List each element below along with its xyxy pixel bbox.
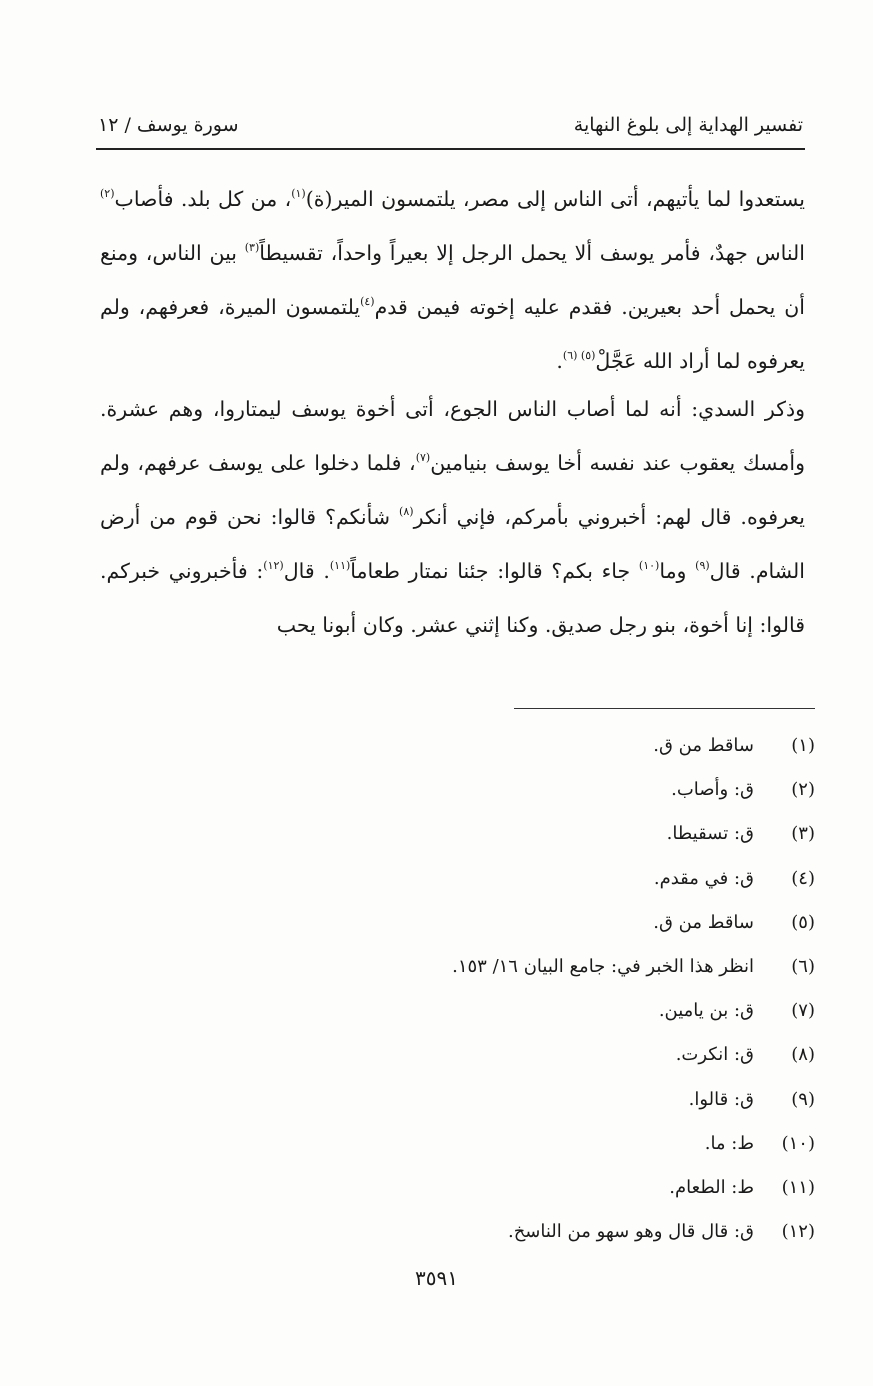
footnote-number: (٣) (791, 823, 815, 845)
footnote (215, 993, 815, 1037)
text-segment: . قال (283, 559, 330, 583)
footnote (215, 1126, 815, 1170)
footnote-ref[interactable]: (٣) (244, 241, 260, 254)
footnote-ref[interactable]: (١٢) (263, 559, 284, 572)
footnote-separator (514, 708, 815, 709)
footnote-number: (٧) (791, 1000, 815, 1022)
footnote-text: ق: بن يامين. (658, 1000, 754, 1022)
footnote (215, 1082, 815, 1126)
text-segment: ، فلما دخلوا على يوسف عرفهم، ولم يعرفوه. قال لهم: أخبروني بأمركم، فإني أنكر (100, 451, 805, 529)
footnote-text: ساقط من ق. (653, 735, 754, 756)
text-segment: بين الناس، ومنع أن يحمل أحد بعيرين. فقدم عليه إخوته فيمن قدم (100, 241, 805, 319)
footnote-number: (١١) (781, 1176, 815, 1198)
running-header (98, 110, 803, 146)
book-title: تفسير الهداية إلى بلوغ النهاية (573, 114, 803, 136)
footnote (215, 1214, 815, 1258)
footnote-ref[interactable]: (١٠) (638, 559, 660, 572)
footnote-ref[interactable]: (١) (291, 187, 306, 200)
footnote-text: ق: في مقدم. (653, 867, 754, 889)
footnote-number: (٤) (791, 867, 815, 889)
text-segment: وذكر السدي: أنه لما أصاب الناس الجوع، أتى أخوة يوسف ليمتاروا، وهم عشرة. وأمسك يعقوب عند نفسه أخا يوسف بنيامين (100, 397, 805, 475)
text-segment: جاء بكم؟ قالوا: جئنا نمتار طعاماً (350, 559, 639, 583)
footnote-text: ق: قال قال وهو سهو من الناسخ. (507, 1221, 754, 1243)
footnote-text: ق: وأصاب. (671, 779, 754, 801)
footnote-text: ط: الطعام. (669, 1176, 754, 1198)
footnote-ref[interactable]: (٩) (695, 559, 710, 572)
paragraph-1 (100, 172, 805, 388)
text-segment: يستعدوا لما يأتيهم، أتى الناس إلى مصر، يلتمسون المير(ة) (305, 187, 805, 211)
text-segment: الناس جهدٌ، فأمر يوسف ألا يحمل الرجل إلا بعيراً واحداً، تقسيطاً (259, 241, 805, 265)
text-segment: يلتمسون الميرة، فعرفهم، ولم يعرفوه لما أراد الله عَجَّلْ (100, 295, 805, 373)
footnotes (215, 728, 815, 1258)
footnote-text: ق: تسقيطا. (666, 823, 754, 845)
footnote-ref[interactable]: (١١) (329, 559, 351, 572)
footnote-ref[interactable]: (٨) (399, 505, 414, 518)
footnote-text: انظر هذا الخبر في: جامع البيان ١٦/ ١٥٣. (452, 955, 754, 977)
footnote-number: (٨) (791, 1044, 815, 1066)
footnote-ref[interactable]: (٢) (100, 187, 115, 200)
footnote-text: ساقط من ق. (653, 911, 754, 933)
footnote (215, 772, 815, 816)
header-rule (96, 148, 805, 150)
footnote-number: (٢) (791, 779, 815, 801)
footnote-text: ق: انكرت. (675, 1044, 754, 1066)
footnote (215, 905, 815, 949)
footnote (215, 1170, 815, 1214)
footnote-ref[interactable]: (٧) (415, 451, 431, 464)
footnote-number: (١٢) (781, 1221, 815, 1243)
footnote-text: ق: قالوا. (688, 1088, 754, 1110)
footnote-number: (١٠) (781, 1132, 815, 1154)
page-number: ٣٥٩١ (415, 1266, 458, 1290)
text-segment: : فأخبروني خبركم. قالوا: إنا أخوة، بنو رجل صديق. وكنا إثني عشر. وكان أبونا يحب (100, 559, 805, 637)
footnote-number: (١) (791, 735, 815, 756)
footnote (215, 861, 815, 905)
text-segment: وما (659, 559, 696, 583)
text-segment: . (556, 349, 563, 373)
text-segment: شأنكم؟ قالوا: نحن قوم من أرض الشام. قال (100, 505, 805, 583)
footnote-number: (٦) (791, 955, 815, 977)
footnote (215, 1037, 815, 1081)
footnote-ref[interactable]: (٥) (٦) (562, 349, 596, 362)
footnote (215, 816, 815, 860)
footnote (215, 728, 815, 772)
footnote-number: (٥) (791, 911, 815, 933)
surah-title: سورة يوسف / ١٢ (98, 114, 239, 136)
footnote (215, 949, 815, 993)
footnote-ref[interactable]: (٤) (360, 295, 375, 308)
footnote-number: (٩) (791, 1088, 815, 1110)
paragraph-2 (100, 382, 805, 652)
text-segment: ، من كل بلد. فأصاب (114, 187, 292, 211)
footnote-text: ط: ما. (704, 1132, 754, 1154)
